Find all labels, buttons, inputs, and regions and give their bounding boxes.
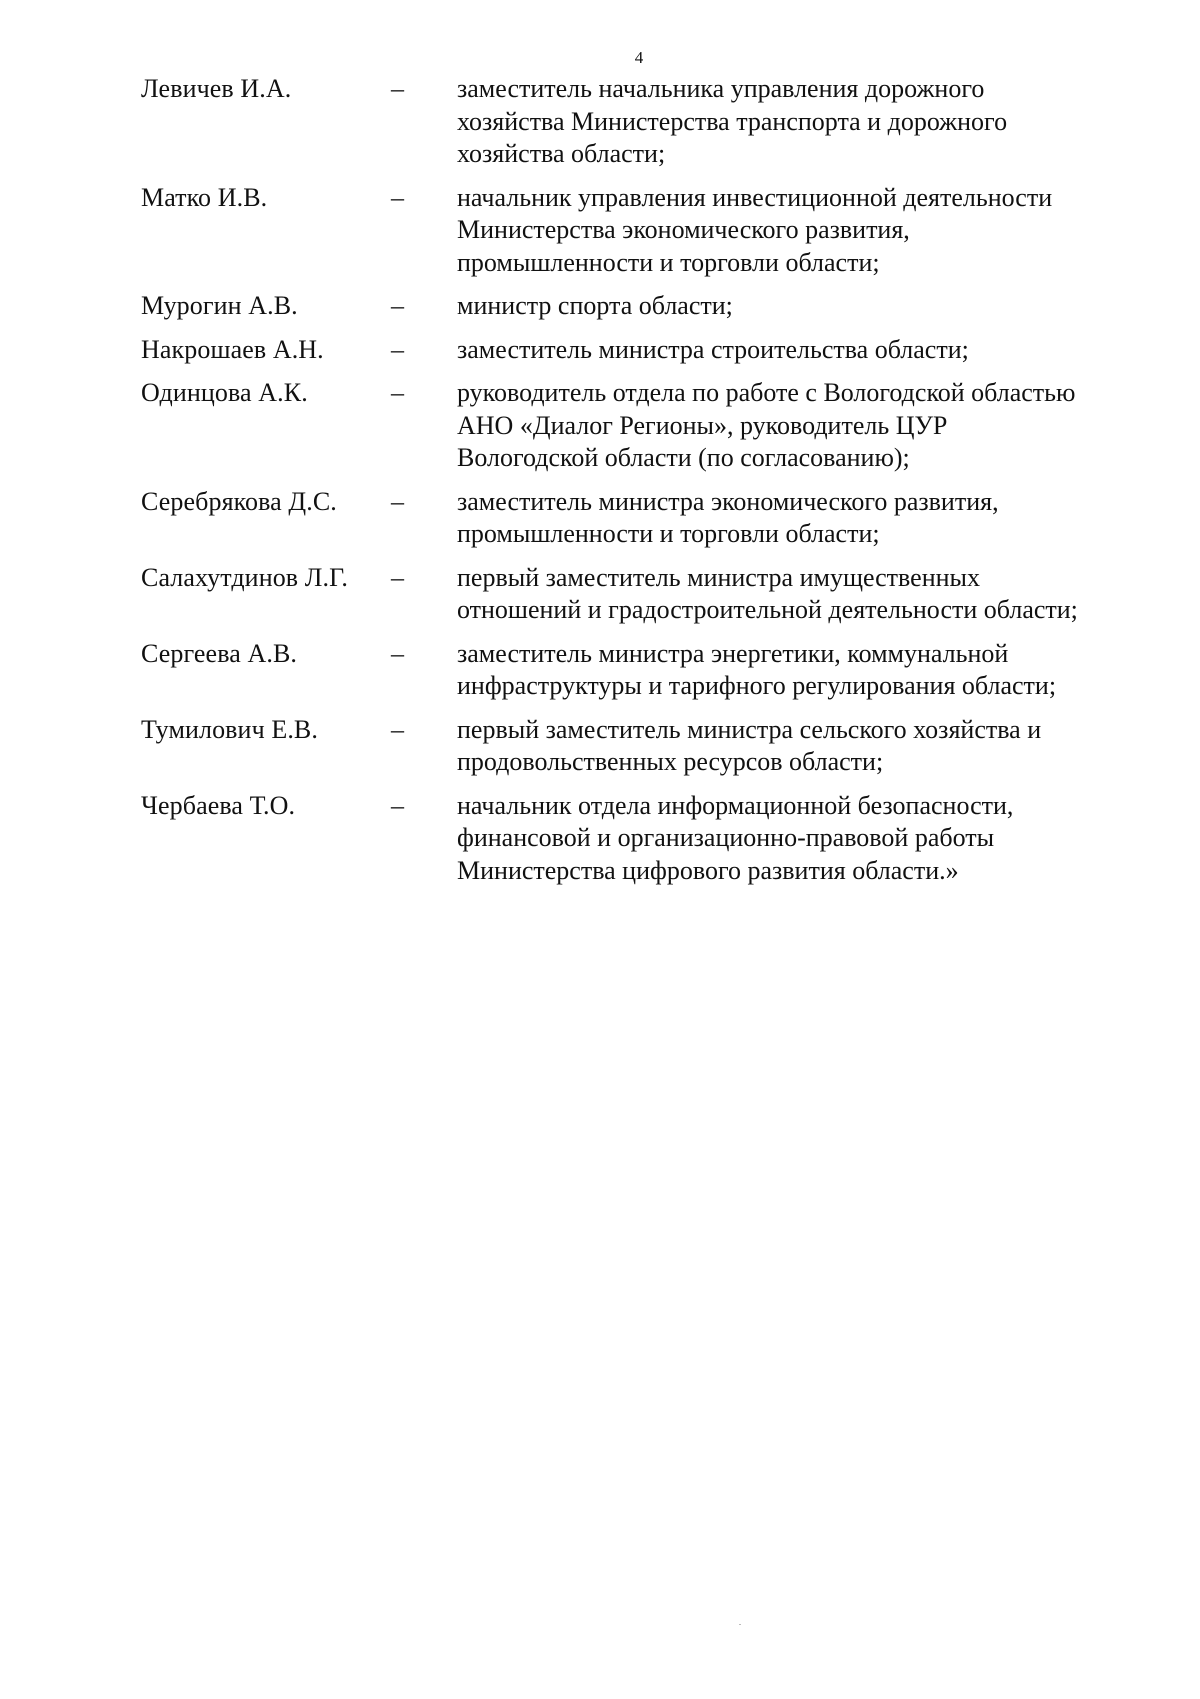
member-dash: – <box>391 182 404 212</box>
member-position <box>457 790 1147 888</box>
member-name: Салахутдинов Л.Г. <box>141 562 348 592</box>
position-line: Министерства цифрового развития области.» <box>457 855 959 885</box>
member-dash: – <box>391 638 404 668</box>
member-position <box>457 377 1147 475</box>
position-line: заместитель начальника управления дорожного <box>457 74 985 103</box>
member-name: Накрошаев А.Н. <box>141 334 324 364</box>
position-line: первый заместитель министра сельского хозяйства и <box>457 714 1042 744</box>
member-dash: – <box>391 714 404 744</box>
member-dash: – <box>391 486 404 516</box>
position-line: промышленности и торговли области; <box>457 519 880 548</box>
member-entry <box>141 290 1151 323</box>
position-line: руководитель отдела по работе с Вологодской областью <box>457 378 1076 407</box>
member-entry <box>141 562 1151 627</box>
member-position <box>457 638 1147 703</box>
member-entry <box>141 714 1151 779</box>
member-entry <box>141 486 1151 551</box>
member-position <box>457 182 1147 280</box>
position-line: отношений и градостроительной деятельности области; <box>457 595 1078 624</box>
position-line: Вологодской области (по согласованию); <box>457 443 910 472</box>
page-number: 4 <box>634 48 644 67</box>
member-dash: – <box>391 562 404 592</box>
position-line: инфраструктуры и тарифного регулирования области; <box>457 671 1057 700</box>
position-line: заместитель министра экономического развития, <box>457 486 999 516</box>
member-name: Чербаева Т.О. <box>141 790 296 820</box>
member-name: Левичев И.А. <box>141 74 292 103</box>
member-dash: – <box>391 291 404 320</box>
member-list <box>141 73 1151 898</box>
member-entry <box>141 790 1151 888</box>
member-position <box>457 562 1147 627</box>
position-line: начальник отдела информационной безопасности, <box>457 790 1014 820</box>
position-line: АНО «Диалог Регионы», руководитель ЦУР <box>457 410 948 440</box>
member-position <box>457 334 1147 367</box>
member-name: Тумилович Е.В. <box>141 714 318 744</box>
member-name: Мурогин А.В. <box>141 291 298 320</box>
member-entry <box>141 182 1151 280</box>
position-line: заместитель министра энергетики, коммунальной <box>457 638 1009 668</box>
member-dash: – <box>391 790 404 820</box>
member-entry <box>141 638 1151 703</box>
position-line: финансовой и организационно-правовой работы <box>457 823 995 852</box>
member-position <box>457 290 1147 323</box>
member-name: Матко И.В. <box>141 182 268 212</box>
position-line: хозяйства области; <box>457 139 666 168</box>
member-dash: – <box>391 334 404 364</box>
member-dash: – <box>391 378 404 407</box>
member-name: Серебрякова Д.С. <box>141 486 337 516</box>
position-line: промышленности и торговли области; <box>457 247 880 277</box>
position-line: Министерства экономического развития, <box>457 215 910 244</box>
position-line: министр спорта области; <box>457 291 733 320</box>
member-dash: – <box>391 74 404 103</box>
member-name: Сергеева А.В. <box>141 638 297 668</box>
scan-speck <box>739 1624 741 1625</box>
member-entry <box>141 73 1151 171</box>
member-entry <box>141 334 1151 367</box>
member-entry <box>141 377 1151 475</box>
position-line: продовольственных ресурсов области; <box>457 747 884 776</box>
member-name: Одинцова А.К. <box>141 378 308 407</box>
position-line: заместитель министра строительства области; <box>457 334 969 364</box>
position-line: хозяйства Министерства транспорта и дорожного <box>457 106 1008 136</box>
member-position <box>457 73 1147 171</box>
position-line: начальник управления инвестиционной деятельности <box>457 182 1053 212</box>
member-position <box>457 714 1147 779</box>
member-position <box>457 486 1147 551</box>
position-line: первый заместитель министра имущественных <box>457 562 981 592</box>
